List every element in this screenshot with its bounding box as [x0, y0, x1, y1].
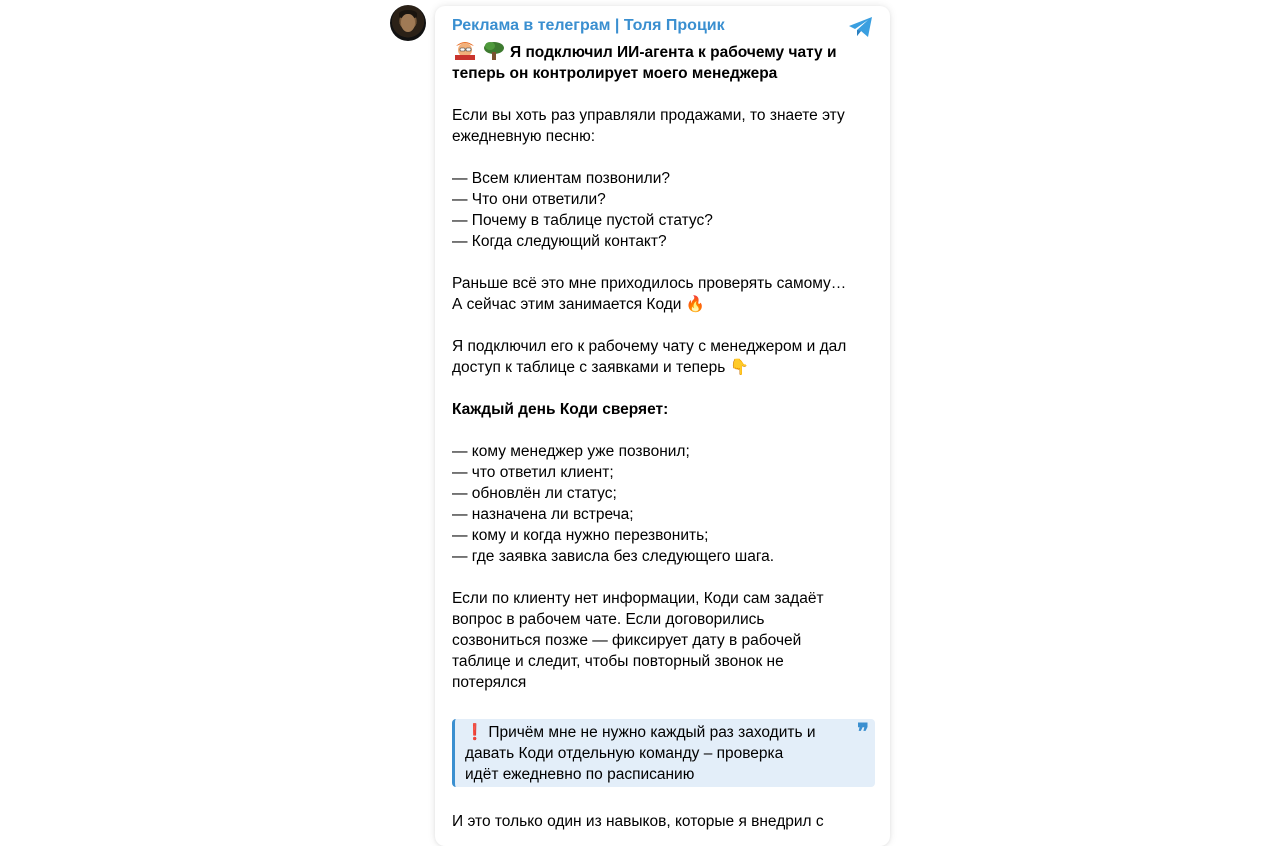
avatar-face [401, 14, 415, 32]
point-down-icon: 👇 [729, 359, 749, 376]
check-item: — кому менеджер уже позвонил; [452, 443, 690, 460]
paragraph-2-line-1: Раньше всё это мне приходилось проверять самому… [452, 275, 847, 292]
quote-line-2: давать Коди отдельную команду – проверка [465, 745, 784, 762]
channel-avatar[interactable] [390, 5, 426, 41]
check-item: — кому и когда нужно перезвонить; [452, 527, 709, 544]
question-item: — Что они ответили? [452, 191, 606, 208]
check-item: — обновлён ли статус; [452, 485, 617, 502]
fire-icon: 🔥 [685, 296, 706, 313]
checks-heading: Каждый день Коди сверяет: [452, 401, 669, 418]
paragraph-3-line-2 [452, 357, 872, 378]
paragraph-4-line: потерялся [452, 674, 527, 691]
paragraph-4-line: таблице и следит, чтобы повторный звонок не [452, 653, 784, 670]
paragraph-4-line: Если по клиенту нет информации, Коди сам задаёт [452, 590, 824, 607]
message-card [435, 6, 890, 846]
post-title [452, 40, 872, 63]
fry-and-tree-emoji-icons [452, 40, 506, 60]
exclamation-icon: ❗ [465, 724, 485, 741]
tail-line: И это только один из навыков, которые я внедрил с [452, 813, 824, 830]
quote-line-1 [465, 722, 845, 743]
paragraph-1-line-1: Если вы хоть раз управляли продажами, то знаете эту [452, 107, 845, 124]
quote-line-1-text: Причём мне не нужно каждый раз заходить и [488, 724, 816, 741]
question-item: — Всем клиентам позвонили? [452, 170, 670, 187]
paragraph-2-line-2-text: А сейчас этим занимается Коди [452, 296, 682, 313]
message-header [452, 16, 876, 38]
paragraph-1-line-2: ежедневную песню: [452, 128, 596, 145]
paragraph-4-line: созвониться позже — фиксирует дату в рабочей [452, 632, 802, 649]
message-body [452, 40, 872, 832]
paragraph-2-line-2 [452, 294, 872, 315]
question-item: — Почему в таблице пустой статус? [452, 212, 713, 229]
paragraph-4-line: вопрос в рабочем чате. Если договорились [452, 611, 765, 628]
check-item: — где заявка зависла без следующего шага. [452, 548, 775, 565]
check-item: — что ответил клиент; [452, 464, 614, 481]
paragraph-3-line-1: Я подключил его к рабочему чату с менеджером и дал [452, 338, 847, 355]
question-item: — Когда следующий контакт? [452, 233, 667, 250]
paragraph-3-line-2-text: доступ к таблице с заявками и теперь [452, 359, 726, 376]
blockquote [452, 719, 875, 787]
channel-name-link[interactable]: Реклама в телеграм | Толя Процик [452, 17, 725, 34]
check-item: — назначена ли встреча; [452, 506, 634, 523]
telegram-icon[interactable] [848, 16, 874, 38]
quote-line-3: идёт ежедневно по расписанию [465, 766, 695, 783]
quote-mark-icon: ❞ [857, 719, 869, 745]
post-title-line-1: Я подключил ИИ-агента к рабочему чату и [510, 44, 837, 61]
post-title-line-2: теперь он контролирует моего менеджера [452, 65, 778, 82]
